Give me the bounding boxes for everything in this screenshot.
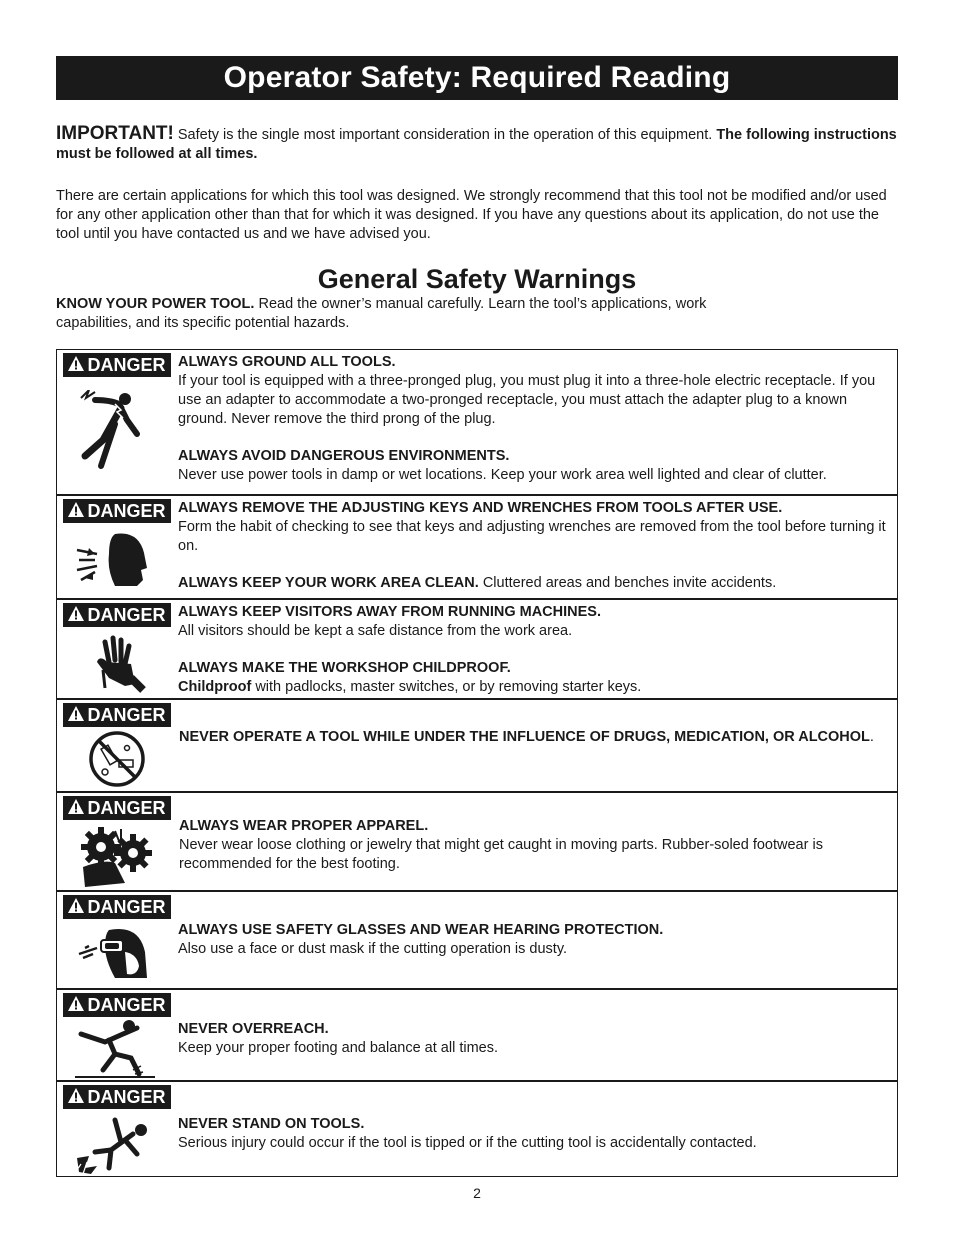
warning-row xyxy=(57,1080,897,1176)
warning-body: Form the habit of checking to see that keys and adjusting wrenches are removed from the tool before turning it on. xyxy=(178,519,886,554)
childproof-bold: Childproof xyxy=(178,679,252,695)
danger-badge: DANGER xyxy=(63,603,171,627)
warning-heading: NEVER OVERREACH. xyxy=(178,1021,329,1037)
warning-text xyxy=(178,1020,891,1058)
section-title: General Safety Warnings xyxy=(317,264,637,294)
page-number: 2 xyxy=(473,1185,481,1201)
warning-body: If your tool is equipped with a three-pronged plug, you must plug it into a three-hole electric receptacle. If you use an adapter to accommodate a two-pronged receptacle, you must attach the adapter plug to a known ground. Never remove the third prong of the plug. xyxy=(178,373,876,427)
warning-body: All visitors should be kept a safe distance from the work area. xyxy=(178,623,573,639)
important-notice xyxy=(56,124,898,164)
warning-text xyxy=(178,499,891,593)
warning-text xyxy=(178,603,891,697)
warning-triangle-icon xyxy=(68,703,84,727)
warning-heading: NEVER OPERATE A TOOL WHILE UNDER THE INFLUENCE OF DRUGS, MEDICATION, OR ALCOHOL xyxy=(179,729,870,745)
warning-triangle-icon xyxy=(68,993,84,1017)
warning-heading: ALWAYS KEEP YOUR WORK AREA CLEAN. xyxy=(178,575,479,591)
warning-row xyxy=(57,598,897,698)
slipping-person-icon xyxy=(75,1020,155,1084)
important-bold-text: The following instructions must be followed at all times. xyxy=(56,127,897,162)
warning-body: Keep your proper footing and balance at all times. xyxy=(178,1040,499,1056)
warning-body: Serious injury could occur if the tool is tipped or if the cutting tool is accidentally contacted. xyxy=(178,1135,757,1151)
electric-shock-icon xyxy=(75,390,155,454)
warning-row xyxy=(57,494,897,598)
warning-text xyxy=(178,1115,891,1153)
warning-row xyxy=(57,350,897,494)
danger-badge: DANGER xyxy=(63,993,171,1017)
warning-heading: ALWAYS KEEP VISITORS AWAY FROM RUNNING MACHINES. xyxy=(178,604,601,620)
danger-badge: DANGER xyxy=(63,499,171,523)
warning-triangle-icon xyxy=(68,796,84,820)
warning-triangle-icon xyxy=(68,895,84,919)
safety-glasses-icon xyxy=(75,924,155,988)
warning-text xyxy=(178,353,891,485)
warning-text xyxy=(179,817,891,874)
danger-badge: DANGER xyxy=(63,703,171,727)
warning-row xyxy=(57,890,897,988)
danger-badge: DANGER xyxy=(63,353,171,377)
danger-badge: DANGER xyxy=(63,796,171,820)
flying-debris-head-icon xyxy=(75,530,155,594)
warning-heading: ALWAYS USE SAFETY GLASSES AND WEAR HEARING PROTECTION. xyxy=(178,922,664,938)
warning-triangle-icon xyxy=(68,353,84,377)
warning-body: Cluttered areas and benches invite accidents. xyxy=(478,575,777,591)
entanglement-gears-icon xyxy=(75,823,155,887)
know-your-tool xyxy=(56,295,776,333)
warning-triangle-icon xyxy=(68,603,84,627)
warning-triangle-icon xyxy=(68,499,84,523)
falling-person-icon xyxy=(75,1110,155,1174)
warning-text: NEVER OPERATE A TOOL WHILE UNDER THE INFLUENCE OF DRUGS, MEDICATION, OR ALCOHOL. xyxy=(179,729,874,745)
no-drugs-alcohol-icon xyxy=(75,730,155,794)
warning-heading: ALWAYS REMOVE THE ADJUSTING KEYS AND WRENCHES FROM TOOLS AFTER USE. xyxy=(178,500,783,516)
warning-row xyxy=(57,791,897,890)
warning-body: Never use power tools in damp or wet locations. Keep your work area well lighted and clear of clutter. xyxy=(178,467,827,483)
warning-text xyxy=(178,921,891,959)
know-bold: KNOW YOUR POWER TOOL. xyxy=(56,296,255,312)
important-text: Safety is the single most important consideration in the operation of this equipment. xyxy=(173,127,717,143)
warning-heading: ALWAYS AVOID DANGEROUS ENVIRONMENTS. xyxy=(178,448,510,464)
know-text: Read the owner’s manual carefully. Learn the tool’s applications, work capabilities, and its specific potential hazards. xyxy=(56,296,707,331)
warning-row xyxy=(57,698,897,791)
danger-badge: DANGER xyxy=(63,895,171,919)
danger-badge: DANGER xyxy=(63,1085,171,1109)
warning-heading: ALWAYS MAKE THE WORKSHOP CHILDPROOF. xyxy=(178,660,511,676)
warning-body: with padlocks, master switches, or by removing starter keys. xyxy=(251,679,642,695)
hand-cut-icon xyxy=(75,634,155,698)
warnings-table xyxy=(56,349,898,1177)
warning-row xyxy=(57,988,897,1080)
intro-paragraph: There are certain applications for which this tool was designed. We strongly recommend that this tool not be modified and/or used for any other application other than that for which it was designed. If you have any questions about its application, do not use the tool until you have contacted us and we have advised you. xyxy=(56,188,887,242)
warning-heading: ALWAYS WEAR PROPER APPAREL. xyxy=(179,818,429,834)
warning-heading: ALWAYS GROUND ALL TOOLS. xyxy=(178,354,396,370)
warning-body: Also use a face or dust mask if the cutting operation is dusty. xyxy=(178,941,568,957)
warning-triangle-icon xyxy=(68,1085,84,1109)
warning-body: Never wear loose clothing or jewelry that might get caught in moving parts. Rubber-soled footwear is recommended for the best footing. xyxy=(179,837,823,872)
warning-heading: NEVER STAND ON TOOLS. xyxy=(178,1116,365,1132)
important-label: IMPORTANT! xyxy=(56,123,174,144)
page-title: Operator Safety: Required Reading xyxy=(56,56,898,100)
